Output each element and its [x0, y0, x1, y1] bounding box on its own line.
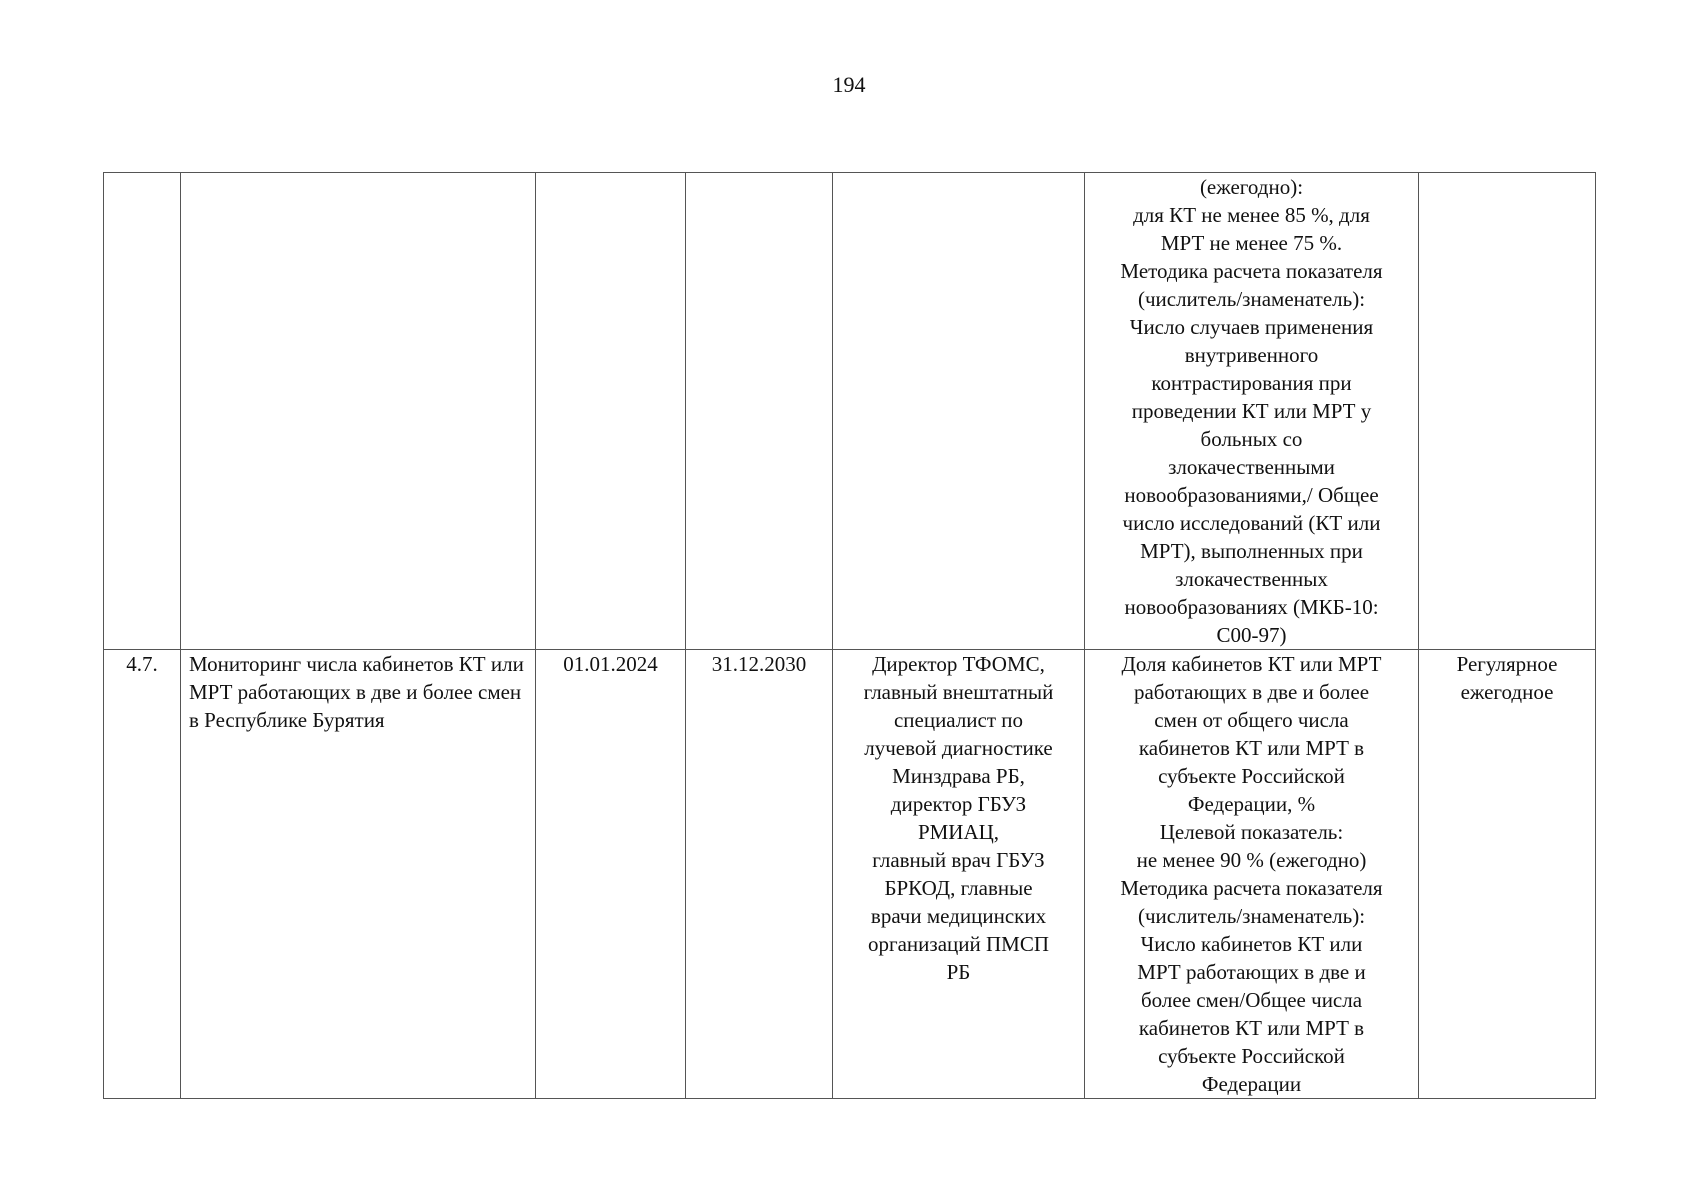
activities-table [103, 172, 1596, 1099]
row-number: 4.7. [126, 652, 158, 676]
end-date-cell [686, 173, 833, 650]
start-date: 01.01.2024 [563, 652, 658, 676]
start-date-cell [536, 173, 686, 650]
indicator-text: Доля кабинетов КТ или МРТ работающих в две и более смен от общего числа кабинетов КТ или МРТ в субъекте Российской Федерации, % Целевой показатель: не менее 90 % (ежегодно) Методика расчета показателя (числитель/знаменатель): Число кабинетов КТ или МРТ работающих в две и более смен/Общее числа кабинетов КТ или МРТ в субъекте Российской Федерации [1120, 652, 1383, 1096]
table-row [104, 650, 1596, 1099]
responsible-cell [833, 173, 1085, 650]
frequency-cell [1419, 650, 1596, 1099]
indicator-text: (ежегодно): для КТ не менее 85 %, для МРТ не менее 75 %. Методика расчета показателя (числитель/знаменатель): Число случаев применения внутривенного контрастирования при проведении КТ или МРТ у больных со злокачественными новообразованиями,/ Общее число исследований (КТ или МРТ), выполненных при злокачественных новообразованиях (МКБ-10: С00-97) [1120, 175, 1383, 647]
end-date: 31.12.2030 [711, 652, 807, 676]
frequency-cell [1419, 173, 1596, 650]
responsible-cell [833, 650, 1085, 1099]
frequency: Регулярное ежегодное [1456, 652, 1558, 704]
responsible: Директор ТФОМС, главный внештатный специалист по лучевой диагностике Минздрава РБ, директор ГБУЗ РМИАЦ, главный врач ГБУЗ БРКОД, главные врачи медицинских организаций ПМСП РБ [863, 652, 1054, 984]
activity-name-cell [181, 173, 536, 650]
row-number-cell [104, 650, 181, 1099]
row-number-cell [104, 173, 181, 650]
indicator-cell [1085, 650, 1419, 1099]
indicator-cell [1085, 173, 1419, 650]
page-number: 194 [832, 72, 866, 97]
activity-name: Мониторинг числа кабинетов КТ или МРТ работающих в две и более смен в Республике Бурятия [189, 652, 524, 732]
end-date-cell [686, 650, 833, 1099]
table-row [104, 173, 1596, 650]
start-date-cell [536, 650, 686, 1099]
activity-name-cell [181, 650, 536, 1099]
